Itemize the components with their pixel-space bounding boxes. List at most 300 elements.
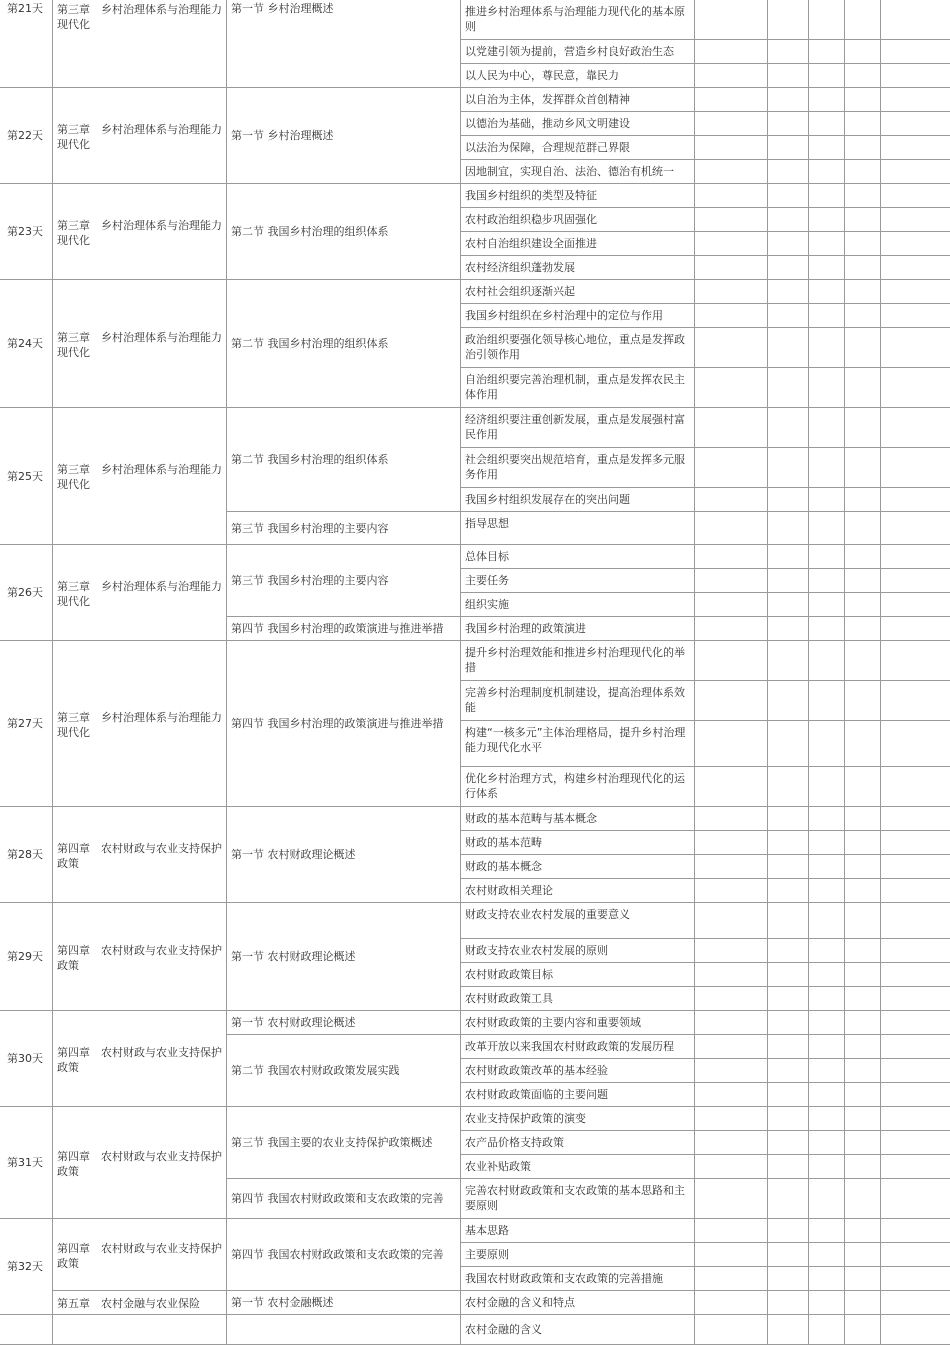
check-cell xyxy=(881,328,950,368)
check-cell xyxy=(845,160,881,184)
chapter-title-text: 第三章 乡村治理体系与治理能力现代化 xyxy=(57,122,222,151)
chapter-title xyxy=(53,408,227,545)
check-cell xyxy=(881,1267,950,1291)
check-cell xyxy=(845,903,881,939)
section-title-text: 第四节 我国农村财政政策和支农政策的完善 xyxy=(231,1192,444,1205)
section-title xyxy=(227,88,461,184)
day-label xyxy=(0,903,53,1011)
check-cell xyxy=(809,304,845,328)
check-cell xyxy=(881,304,950,328)
check-cell xyxy=(695,569,768,593)
chapter-title xyxy=(53,88,227,184)
check-cell xyxy=(695,987,768,1011)
section-title-text: 第四节 我国乡村治理的政策演进与推进举措 xyxy=(231,717,444,730)
check-cell xyxy=(695,448,768,488)
check-cell xyxy=(845,767,881,807)
check-cell xyxy=(881,136,950,160)
check-cell xyxy=(768,1011,809,1035)
check-cell xyxy=(845,304,881,328)
knowledge-point xyxy=(461,1315,695,1345)
knowledge-point-text: 农村自治组织建设全面推进 xyxy=(465,237,597,250)
section-title xyxy=(227,0,461,88)
chapter-title xyxy=(53,903,227,1011)
check-cell xyxy=(695,1059,768,1083)
day-label-text: 第30天 xyxy=(7,1052,43,1065)
knowledge-point xyxy=(461,1011,695,1035)
check-cell xyxy=(695,1155,768,1179)
day-label xyxy=(0,1315,53,1345)
check-cell xyxy=(809,448,845,488)
check-cell xyxy=(695,1107,768,1131)
check-cell xyxy=(809,641,845,681)
check-cell xyxy=(845,368,881,408)
check-cell xyxy=(768,1315,809,1345)
chapter-title xyxy=(53,1219,227,1291)
check-cell xyxy=(809,184,845,208)
check-cell xyxy=(881,160,950,184)
check-cell xyxy=(768,855,809,879)
knowledge-point xyxy=(461,256,695,280)
knowledge-point-text: 我国乡村组织发展存在的突出问题 xyxy=(465,493,630,506)
check-cell xyxy=(809,208,845,232)
check-cell xyxy=(845,1083,881,1107)
check-cell xyxy=(809,160,845,184)
check-cell xyxy=(695,939,768,963)
check-cell xyxy=(845,448,881,488)
chapter-title-text: 第四章 农村财政与农业支持保护政策 xyxy=(57,943,222,972)
knowledge-point xyxy=(461,641,695,681)
section-title xyxy=(227,545,461,617)
knowledge-point xyxy=(461,545,695,569)
check-cell xyxy=(881,1131,950,1155)
check-cell xyxy=(845,831,881,855)
chapter-title xyxy=(53,184,227,280)
knowledge-point xyxy=(461,448,695,488)
day-label-text: 第27天 xyxy=(7,717,43,730)
knowledge-point-text: 经济组织要注重创新发展，重点是发展强村富民作用 xyxy=(465,413,685,441)
check-cell xyxy=(809,0,845,40)
check-cell xyxy=(809,569,845,593)
check-cell xyxy=(695,807,768,831)
check-cell xyxy=(809,64,845,88)
check-cell xyxy=(845,232,881,256)
check-cell xyxy=(768,40,809,64)
check-cell xyxy=(768,368,809,408)
check-cell xyxy=(881,1011,950,1035)
check-cell xyxy=(845,488,881,512)
check-cell xyxy=(695,40,768,64)
check-cell xyxy=(845,987,881,1011)
chapter-title xyxy=(53,807,227,903)
section-title xyxy=(227,807,461,903)
check-cell xyxy=(881,593,950,617)
check-cell xyxy=(768,1155,809,1179)
knowledge-point xyxy=(461,593,695,617)
check-cell xyxy=(809,1291,845,1315)
knowledge-point xyxy=(461,328,695,368)
check-cell xyxy=(768,545,809,569)
chapter-title-text: 第三章 乡村治理体系与治理能力现代化 xyxy=(57,3,222,31)
check-cell xyxy=(695,721,768,767)
knowledge-point-text: 农村财政相关理论 xyxy=(465,884,553,897)
knowledge-point xyxy=(461,1243,695,1267)
check-cell xyxy=(881,40,950,64)
check-cell xyxy=(881,721,950,767)
check-cell xyxy=(809,1035,845,1059)
section-title xyxy=(227,903,461,1011)
check-cell xyxy=(845,256,881,280)
check-cell xyxy=(768,184,809,208)
check-cell xyxy=(845,1267,881,1291)
check-cell xyxy=(881,112,950,136)
section-title-text: 第二节 我国乡村治理的组织体系 xyxy=(231,337,389,350)
check-cell xyxy=(768,280,809,304)
check-cell xyxy=(881,855,950,879)
check-cell xyxy=(881,1243,950,1267)
check-cell xyxy=(881,1155,950,1179)
knowledge-point xyxy=(461,304,695,328)
check-cell xyxy=(809,1155,845,1179)
check-cell xyxy=(768,1059,809,1083)
knowledge-point xyxy=(461,88,695,112)
check-cell xyxy=(695,1219,768,1243)
section-title xyxy=(227,1219,461,1291)
check-cell xyxy=(845,1315,881,1345)
knowledge-point-text: 优化乡村治理方式，构建乡村治理现代化的运行体系 xyxy=(465,772,685,800)
check-cell xyxy=(695,160,768,184)
check-cell xyxy=(845,1059,881,1083)
knowledge-point-text: 财政支持农业农村发展的重要意义 xyxy=(465,908,630,921)
check-cell xyxy=(768,1131,809,1155)
knowledge-point xyxy=(461,280,695,304)
day-label xyxy=(0,184,53,280)
check-cell xyxy=(845,184,881,208)
check-cell xyxy=(809,1011,845,1035)
check-cell xyxy=(881,256,950,280)
check-cell xyxy=(768,721,809,767)
knowledge-point xyxy=(461,408,695,448)
check-cell xyxy=(768,136,809,160)
knowledge-point xyxy=(461,208,695,232)
chapter-title-text: 第三章 乡村治理体系与治理能力现代化 xyxy=(57,463,222,491)
check-cell xyxy=(881,1291,950,1315)
check-cell xyxy=(695,280,768,304)
check-cell xyxy=(695,903,768,939)
knowledge-point xyxy=(461,1107,695,1131)
day-label-text: 第24天 xyxy=(7,337,43,350)
knowledge-point-text: 农村财政政策的主要内容和重要领域 xyxy=(465,1016,641,1029)
check-cell xyxy=(768,1179,809,1219)
knowledge-point-text: 以德治为基础，推动乡风文明建设 xyxy=(465,117,630,130)
check-cell xyxy=(845,879,881,903)
check-cell xyxy=(881,617,950,641)
knowledge-point-text: 我国乡村组织的类型及特征 xyxy=(465,189,597,202)
check-cell xyxy=(695,1011,768,1035)
section-title-text: 第四节 我国乡村治理的政策演进与推进举措 xyxy=(231,622,444,635)
chapter-title xyxy=(53,280,227,408)
check-cell xyxy=(695,88,768,112)
day-label-text: 第28天 xyxy=(7,848,43,861)
section-title-text: 第一节 乡村治理概述 xyxy=(231,129,334,142)
check-cell xyxy=(768,593,809,617)
check-cell xyxy=(845,408,881,448)
check-cell xyxy=(881,879,950,903)
check-cell xyxy=(809,1219,845,1243)
knowledge-point-text: 自治组织要完善治理机制，重点是发挥农民主体作用 xyxy=(465,373,685,401)
check-cell xyxy=(809,721,845,767)
knowledge-point-text: 农业支持保护政策的演变 xyxy=(465,1112,586,1125)
check-cell xyxy=(768,64,809,88)
check-cell xyxy=(881,641,950,681)
check-cell xyxy=(809,368,845,408)
check-cell xyxy=(809,40,845,64)
knowledge-point xyxy=(461,767,695,807)
knowledge-point xyxy=(461,1059,695,1083)
check-cell xyxy=(881,208,950,232)
check-cell xyxy=(845,328,881,368)
knowledge-point xyxy=(461,1155,695,1179)
check-cell xyxy=(809,1243,845,1267)
check-cell xyxy=(768,112,809,136)
knowledge-point-text: 农产品价格支持政策 xyxy=(465,1136,564,1149)
knowledge-point-text: 农村财政政策目标 xyxy=(465,968,553,981)
check-cell xyxy=(695,641,768,681)
check-cell xyxy=(809,1107,845,1131)
check-cell xyxy=(881,0,950,40)
day-label-text: 第29天 xyxy=(7,950,43,963)
check-cell xyxy=(809,1179,845,1219)
knowledge-point xyxy=(461,903,695,939)
check-cell xyxy=(695,1243,768,1267)
check-cell xyxy=(768,617,809,641)
knowledge-point-text: 我国乡村治理的政策演进 xyxy=(465,622,586,635)
section-title-text: 第一节 乡村治理概述 xyxy=(231,2,334,15)
chapter-title-text: 第四章 农村财政与农业支持保护政策 xyxy=(57,841,222,870)
check-cell xyxy=(881,1107,950,1131)
knowledge-point-text: 农业补贴政策 xyxy=(465,1160,531,1173)
knowledge-point-text: 组织实施 xyxy=(465,598,509,611)
check-cell xyxy=(768,304,809,328)
check-cell xyxy=(881,184,950,208)
check-cell xyxy=(809,1315,845,1345)
check-cell xyxy=(768,208,809,232)
section-title xyxy=(227,1011,461,1035)
check-cell xyxy=(768,256,809,280)
knowledge-point xyxy=(461,184,695,208)
check-cell xyxy=(845,1035,881,1059)
check-cell xyxy=(809,617,845,641)
check-cell xyxy=(809,963,845,987)
chapter-title xyxy=(53,1291,227,1315)
check-cell xyxy=(768,232,809,256)
day-label-text: 第22天 xyxy=(7,129,43,142)
check-cell xyxy=(881,1035,950,1059)
section-title-text: 第三节 我国乡村治理的主要内容 xyxy=(231,521,389,535)
check-cell xyxy=(768,160,809,184)
section-title-text: 第一节 农村财政理论概述 xyxy=(231,950,356,963)
knowledge-point xyxy=(461,40,695,64)
check-cell xyxy=(768,488,809,512)
check-cell xyxy=(809,831,845,855)
check-cell xyxy=(695,184,768,208)
check-cell xyxy=(768,408,809,448)
check-cell xyxy=(809,488,845,512)
knowledge-point-text: 推进乡村治理体系与治理能力现代化的基本原则 xyxy=(465,5,685,33)
check-cell xyxy=(809,903,845,939)
check-cell xyxy=(768,681,809,721)
knowledge-point xyxy=(461,1083,695,1107)
check-cell xyxy=(768,1267,809,1291)
knowledge-point-text: 提升乡村治理效能和推进乡村治理现代化的举措 xyxy=(465,646,685,674)
day-label-text: 第25天 xyxy=(7,469,43,483)
check-cell xyxy=(881,569,950,593)
check-cell xyxy=(809,112,845,136)
day-label-text: 第23天 xyxy=(7,225,43,238)
check-cell xyxy=(845,1243,881,1267)
knowledge-point-text: 财政的基本概念 xyxy=(465,860,542,873)
knowledge-point xyxy=(461,160,695,184)
check-cell xyxy=(695,1035,768,1059)
check-cell xyxy=(881,408,950,448)
check-cell xyxy=(695,64,768,88)
check-cell xyxy=(845,208,881,232)
check-cell xyxy=(845,963,881,987)
check-cell xyxy=(768,903,809,939)
check-cell xyxy=(881,1059,950,1083)
section-title xyxy=(227,512,461,545)
check-cell xyxy=(881,368,950,408)
knowledge-point xyxy=(461,681,695,721)
section-title-text: 第二节 我国农村财政政策发展实践 xyxy=(231,1064,400,1077)
section-title-text: 第三节 我国乡村治理的主要内容 xyxy=(231,574,389,587)
knowledge-point xyxy=(461,512,695,545)
check-cell xyxy=(695,0,768,40)
chapter-title-text: 第四章 农村财政与农业支持保护政策 xyxy=(57,1149,222,1178)
check-cell xyxy=(845,280,881,304)
knowledge-point xyxy=(461,855,695,879)
check-cell xyxy=(845,641,881,681)
knowledge-point xyxy=(461,1131,695,1155)
knowledge-point-text: 以人民为中心，尊民意，靠民力 xyxy=(465,69,619,82)
section-title xyxy=(227,408,461,512)
day-label-text: 第21天 xyxy=(7,2,43,15)
check-cell xyxy=(695,408,768,448)
check-cell xyxy=(695,831,768,855)
day-label xyxy=(0,0,53,88)
knowledge-point xyxy=(461,721,695,767)
check-cell xyxy=(845,1219,881,1243)
day-label-text: 第26天 xyxy=(7,586,43,599)
check-cell xyxy=(809,1059,845,1083)
day-label xyxy=(0,280,53,408)
check-cell xyxy=(845,617,881,641)
check-cell xyxy=(845,40,881,64)
section-title xyxy=(227,641,461,807)
check-cell xyxy=(768,1083,809,1107)
chapter-title-text: 第四章 农村财政与农业支持保护政策 xyxy=(57,1045,222,1074)
check-cell xyxy=(845,545,881,569)
knowledge-point-text: 总体目标 xyxy=(465,550,509,563)
check-cell xyxy=(768,767,809,807)
check-cell xyxy=(881,963,950,987)
section-title xyxy=(227,1291,461,1315)
day-label xyxy=(0,408,53,545)
knowledge-point xyxy=(461,831,695,855)
check-cell xyxy=(768,1219,809,1243)
check-cell xyxy=(845,0,881,40)
check-cell xyxy=(845,112,881,136)
check-cell xyxy=(695,512,768,545)
knowledge-point-text: 农村金融的含义和特点 xyxy=(465,1296,575,1309)
check-cell xyxy=(768,328,809,368)
check-cell xyxy=(845,939,881,963)
knowledge-point-text: 完善农村财政政策和支农政策的基本思路和主要原则 xyxy=(465,1184,685,1212)
section-title-text: 第二节 我国乡村治理的组织体系 xyxy=(231,453,389,466)
knowledge-point-text: 基本思路 xyxy=(465,1224,509,1237)
check-cell xyxy=(809,1267,845,1291)
knowledge-point-text: 我国乡村组织在乡村治理中的定位与作用 xyxy=(465,309,663,322)
check-cell xyxy=(695,136,768,160)
knowledge-point xyxy=(461,1291,695,1315)
check-cell xyxy=(809,280,845,304)
check-cell xyxy=(695,963,768,987)
knowledge-point-text: 政治组织要强化领导核心地位，重点是发挥政治引领作用 xyxy=(465,333,685,361)
check-cell xyxy=(768,939,809,963)
knowledge-point xyxy=(461,1219,695,1243)
knowledge-point xyxy=(461,1267,695,1291)
knowledge-point-text: 财政支持农业农村发展的原则 xyxy=(465,944,608,957)
chapter-title xyxy=(53,0,227,88)
knowledge-point xyxy=(461,64,695,88)
check-cell xyxy=(809,256,845,280)
check-cell xyxy=(881,512,950,545)
check-cell xyxy=(809,593,845,617)
check-cell xyxy=(845,1011,881,1035)
knowledge-point xyxy=(461,617,695,641)
chapter-title xyxy=(53,545,227,641)
check-cell xyxy=(809,1131,845,1155)
check-cell xyxy=(695,112,768,136)
knowledge-point xyxy=(461,488,695,512)
day-label xyxy=(0,641,53,807)
day-label-text: 第32天 xyxy=(7,1260,43,1273)
check-cell xyxy=(695,617,768,641)
check-cell xyxy=(695,1315,768,1345)
check-cell xyxy=(881,1219,950,1243)
knowledge-point-text: 农村财政政策面临的主要问题 xyxy=(465,1088,608,1101)
check-cell xyxy=(809,545,845,569)
check-cell xyxy=(768,448,809,488)
knowledge-point xyxy=(461,807,695,831)
section-title xyxy=(227,1179,461,1219)
knowledge-point xyxy=(461,1179,695,1219)
check-cell xyxy=(695,488,768,512)
check-cell xyxy=(695,304,768,328)
check-cell xyxy=(845,136,881,160)
check-cell xyxy=(809,512,845,545)
knowledge-point-text: 完善乡村治理制度机制建设，提高治理体系效能 xyxy=(465,686,685,714)
knowledge-point xyxy=(461,569,695,593)
check-cell xyxy=(881,831,950,855)
check-cell xyxy=(695,232,768,256)
knowledge-point-text: 以自治为主体，发挥群众首创精神 xyxy=(465,93,630,106)
day-label xyxy=(0,1011,53,1107)
section-title-text: 第一节 农村财政理论概述 xyxy=(231,1016,356,1029)
chapter-title xyxy=(53,1011,227,1107)
check-cell xyxy=(809,879,845,903)
check-cell xyxy=(845,593,881,617)
check-cell xyxy=(695,368,768,408)
